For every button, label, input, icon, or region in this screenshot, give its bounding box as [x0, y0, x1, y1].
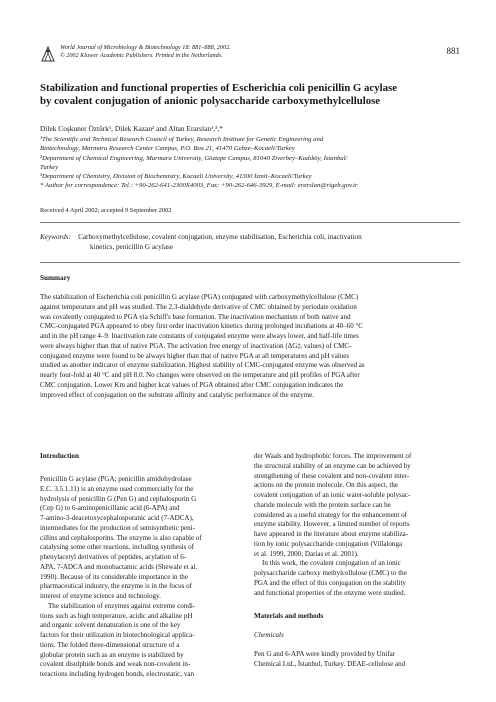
- right-line: In this work, the covalent conjugation of an ionic: [262, 559, 401, 568]
- methods-heading: Materials and methods: [254, 612, 324, 621]
- right-line: der Waals and hydrophobic forces. The improvement of: [254, 452, 412, 460]
- affiliations: [40, 135, 465, 191]
- summary-line: CMC conjugation. Lower Km and higher kcat values of PGA obtained after CMC conjugation indicates the: [40, 380, 344, 389]
- intro-line: cillins and cephalosporins. The enzyme is also capable of: [40, 533, 202, 542]
- intro-line: The stabilization of enzymes against extreme condi-: [48, 601, 196, 610]
- summary-heading: Summary: [40, 274, 71, 282]
- intro-line: 7-amino-3-deacetoxycephalosporanic acid (7-ADCA),: [40, 514, 194, 522]
- right-line: covalent conjugation of an ionic water-soluble polysac-: [254, 491, 411, 499]
- spacer: [254, 598, 460, 612]
- right-line: PGA and the effect of this conjugation on the stability: [254, 578, 406, 587]
- affiliation-line: ¹The Scientific and Technical Research Council of Turkey, Research Institute for Genetic Engineering and: [40, 136, 324, 143]
- intro-line: teractions including hydrogen bonds, electrostatic, van: [40, 670, 195, 678]
- received-dates: Received 4 April 2002; accepted 9 September 2002: [40, 207, 172, 214]
- right-column-body: [254, 452, 460, 669]
- keywords-text-1: Carboxymethylcellulose, covalent conjugation, enzyme stabilisation, Escherichia coli, inactivation: [78, 233, 362, 241]
- summary-line: and in the pH range 4–9. Inactivation rate constants of conjugated enzyme were always lower, and half-life times: [40, 332, 359, 340]
- keywords-line-2: kinetics, penicillin G acylase: [90, 242, 174, 251]
- summary-line: conjugated enzyme were found to be always higher than that of native PGA at all temperatures and pH values: [40, 351, 350, 360]
- right-line: polysaccharide carboxy methylcellulose (CMC) to the: [254, 569, 407, 577]
- journal-citation: [60, 44, 231, 60]
- intro-line: covalent disulphide bonds and weak non-covalent in-: [40, 660, 191, 669]
- right-line: the structural stability of an enzyme can be achieved by: [254, 461, 411, 470]
- summary-line: was covalently conjugated to PGA via Schiff's base formation. The inactivation mechanism of both native and: [40, 312, 351, 321]
- intro-line: factors for their utilization in biotechnological applica-: [40, 631, 195, 639]
- right-line: and functional properties of the enzyme were studied.: [254, 588, 406, 597]
- divider-top: [40, 222, 460, 223]
- affiliation-line: Turkey: [40, 163, 59, 171]
- journal-line-2: © 2002 Kluwer Academic Publishers. Printed in the Netherlands.: [60, 52, 223, 59]
- summary-line: against temperature and pH was studied. The 2,3-dialdehyde derivative of CMC obtained by periodate oxidation: [40, 302, 357, 311]
- right-line: et al. 1999, 2000; Darias et al. 2001).: [254, 549, 359, 558]
- keywords-label: Keywords:: [40, 233, 71, 241]
- right-line: Chemical Ltd., İstanbul, Turkey. DEAE-cellulose and: [254, 659, 406, 668]
- intro-line: hydrolysis of penicillin G (Pen G) and cephalosporin G: [40, 494, 197, 503]
- intro-line: 1990). Because of its considerable importance in the: [40, 572, 188, 581]
- summary-line: CMC-conjugated PGA appeared to obey first order inactivation kinetics during prolonged incubations at 40–60 °C: [40, 322, 363, 331]
- right-line: charide molecule with the protein surface can be: [254, 500, 391, 509]
- intro-line: interest of enzyme science and technology.: [40, 592, 161, 600]
- intro-line: and organic solvent denaturation is one of the key: [40, 621, 181, 630]
- intro-line: intermediates for the production of semisynthetic peni-: [40, 523, 195, 532]
- keywords: [40, 233, 465, 253]
- paper-title: [40, 82, 460, 108]
- keywords-line-1: [40, 233, 465, 243]
- right-line: Pen G and 6-APA were kindly provided by Unifar: [254, 649, 396, 658]
- journal-line-1: World Journal of Microbiology & Biotechnology 18: 881–888, 2002.: [60, 44, 231, 51]
- page-number: 881: [446, 46, 460, 56]
- summary-line: nearly four-fold at 40 °C and pH 8.0. No changes were observed on the temperature and pH profiles of PGA after: [40, 371, 360, 379]
- right-line: strengthening of these covalent and non-covalent inter-: [254, 471, 410, 480]
- page-header: [40, 44, 460, 66]
- intro-line: catalysing some other reactions, including synthesis of: [40, 543, 195, 552]
- right-line: tion by ionic polysaccharide conjugation (Villalonga: [254, 539, 403, 548]
- introduction-body: [40, 475, 246, 680]
- spacer: [254, 641, 460, 650]
- intro-line: tions such as high temperature, acidic and alkaline pH: [40, 611, 193, 620]
- affiliation-line: ²Department of Chemical Engineering, Marmara University, Göztepe Campus, 81040 Ziverbey–Kadıköy, İstanbul/: [40, 154, 348, 162]
- summary-line: improved effect of conjugation on the substrate affinity and catalytic performance of the enzyme.: [40, 390, 315, 399]
- right-line: enzyme stability. However, a limited number of reports: [254, 520, 410, 529]
- chemicals-heading: Chemicals: [254, 631, 284, 639]
- intro-line: Penicillin G acylase (PGA; penicillin amidohydrolase: [40, 475, 192, 483]
- intro-line: pharmaceutical industry, the enzyme is in the focus of: [40, 582, 192, 591]
- kluwer-logo-icon: [40, 45, 56, 63]
- intro-line: tions. The folded three-dimensional structure of a: [40, 640, 180, 649]
- correspondence-line: * Author for correspondence: Tel.: +90-262-641-2300X4003, Fax: +90-262-646-3929, E-mail: erarslan@rigeb.gov.tr: [40, 182, 358, 190]
- summary-line: studied as another indicator of enzyme stabilization. Highest stability of CMC-conjugated enzyme was observed as: [40, 361, 365, 370]
- divider-bottom: [40, 262, 460, 263]
- summary-line: were always higher than that of native PGA. The activation free energy of inactivation (ΔG‡ᵢ values) of CMC-: [40, 341, 352, 350]
- title-line-2: by covalent conjugation of anionic polysaccharide carboxymethylcellulose: [40, 95, 381, 107]
- spacer: [254, 622, 460, 631]
- title-line-1: Stabilization and functional properties of Escherichia coli penicillin G acylase: [40, 82, 398, 94]
- right-line: considered as a useful strategy for the enhancement of: [254, 510, 408, 519]
- right-line: actions on the protein molecule. On this aspect, the: [254, 481, 399, 490]
- intro-line: (Cep G) to 6-aminopenicillanic acid (6-APA) and: [40, 504, 180, 513]
- authors: Dilek Coşkuner Öztürk¹, Dilek Kazan² and Altan Erarslan¹,³,*: [40, 124, 223, 133]
- intro-line: APA, 7-ADCA and monobactamic acids (Shewale et al.: [40, 562, 198, 571]
- affiliation-line: Biotechnology, Marmara Research Center Campus, P.O. Box 21, 41470 Gebze–Kocaeli/Turkey: [40, 145, 295, 153]
- intro-line: E.C. 3.5.1.11) is an enzyme used commercially for the: [40, 484, 194, 493]
- introduction-heading: Introduction: [40, 452, 80, 460]
- intro-line: phenylacetyl derivatives of peptides, acylation of 6-: [40, 553, 187, 561]
- intro-line: globular protein such as an enzyme is stabilized by: [40, 650, 184, 659]
- summary-body: [40, 293, 465, 400]
- summary-line: The stabilization of Escherichia coli penicillin G acylase (PGA) conjugated with carboxymethylcellulose (CMC): [40, 293, 359, 301]
- right-line: have appeared in the literature about enzyme stabiliza-: [254, 530, 408, 538]
- affiliation-line: ³Department of Chemistry, Division of Biochemistry, Kocaeli University, 41300 İzmit–Kocaeli/Turkey: [40, 173, 312, 181]
